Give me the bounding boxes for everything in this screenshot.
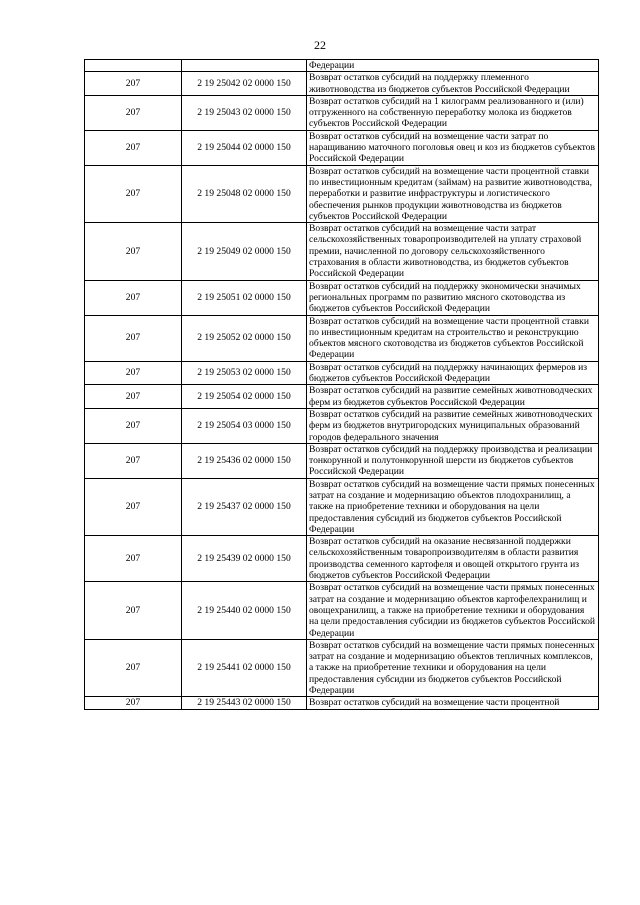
description-cell: Возврат остатков субсидий на возмещение части затрат сельскохозяйственных товаропроизводителей на уплату страховой премии, начисленной по договору сельскохозяйственного страхования в области животноводства, из бюджетов субъектов Российской Федерации [307, 223, 599, 280]
description-cell: Возврат остатков субсидий на поддержку экономически значимых региональных программ по развитию мясного скотоводства из бюджетов субъектов Российской Федерации [307, 280, 599, 315]
table-row [85, 536, 599, 582]
table-row [85, 280, 599, 315]
description-cell: Возврат остатков субсидий на возмещение части прямых понесенных затрат на создание и модернизацию объектов плодохранилищ, а также на приобретение техники и оборудования на цели предоставления субсидий из бюджетов субъектов Российской Федерации [307, 478, 599, 535]
admin-code-cell: 207 [85, 639, 182, 696]
table-row [85, 60, 599, 72]
budget-code-cell: 2 19 25052 02 0000 150 [182, 315, 307, 361]
budget-code-cell: 2 19 25437 02 0000 150 [182, 478, 307, 535]
description-cell: Возврат остатков субсидий на оказание несвязанной поддержки сельскохозяйственным товаропроизводителям в области развития производства семенного картофеля и овощей открытого грунта из бюджетов субъектов Российской Федерации [307, 536, 599, 582]
description-cell: Возврат остатков субсидий на развитие семейных животноводческих ферм из бюджетов субъектов Российской Федерации [307, 385, 599, 409]
table-row [85, 639, 599, 696]
admin-code-cell: 207 [85, 536, 182, 582]
description-cell: Возврат остатков субсидий на развитие семейных животноводческих ферм из бюджетов внутригородских муниципальных образований городов федерального значения [307, 408, 599, 443]
description-cell: Возврат остатков субсидий на 1 килограмм реализованного и (или) отгруженного на собственную переработку молока из бюджетов субъектов Российской Федерации [307, 95, 599, 130]
table-row [85, 361, 599, 385]
admin-code-cell: 207 [85, 478, 182, 535]
table-row [85, 582, 599, 639]
admin-code-cell: 207 [85, 582, 182, 639]
table-row [85, 130, 599, 165]
admin-code-cell: 207 [85, 165, 182, 222]
table-body [85, 60, 599, 710]
admin-code-cell: 207 [85, 385, 182, 409]
budget-code-cell: 2 19 25441 02 0000 150 [182, 639, 307, 696]
description-cell: Федерации [307, 60, 599, 72]
description-cell: Возврат остатков субсидий на возмещение части процентной ставки по инвестиционным кредитам (займам) на развитие животноводства, переработки и развитие инфраструктуры и логистического обеспечения рынков продукции животноводства из бюджетов субъектов Российской Федерации [307, 165, 599, 222]
budget-code-cell: 2 19 25054 02 0000 150 [182, 385, 307, 409]
admin-code-cell: 207 [85, 315, 182, 361]
admin-code-cell: 207 [85, 408, 182, 443]
description-cell: Возврат остатков субсидий на возмещение части процентной [307, 697, 599, 709]
admin-code-cell: 207 [85, 95, 182, 130]
budget-code-cell: 2 19 25042 02 0000 150 [182, 72, 307, 96]
description-cell: Возврат остатков субсидий на поддержку производства и реализации тонкорунной и полутонкорунной шерсти из бюджетов субъектов Российской Федерации [307, 443, 599, 478]
budget-code-cell: 2 19 25049 02 0000 150 [182, 223, 307, 280]
description-cell: Возврат остатков субсидий на возмещение части затрат по наращиванию маточного поголовья овец и коз из бюджетов субъектов Российской Федерации [307, 130, 599, 165]
table-row [85, 95, 599, 130]
table-row [85, 165, 599, 222]
budget-code-cell: 2 19 25443 02 0000 150 [182, 697, 307, 709]
description-cell: Возврат остатков субсидий на поддержку племенного животноводства из бюджетов субъектов Российской Федерации [307, 72, 599, 96]
admin-code-cell [85, 60, 182, 72]
table-row [85, 478, 599, 535]
budget-code-cell [182, 60, 307, 72]
budget-code-cell: 2 19 25054 03 0000 150 [182, 408, 307, 443]
budget-classification-table [84, 59, 599, 710]
description-cell: Возврат остатков субсидий на поддержку начинающих фермеров из бюджетов субъектов Российской Федерации [307, 361, 599, 385]
budget-code-cell: 2 19 25436 02 0000 150 [182, 443, 307, 478]
table-row [85, 443, 599, 478]
admin-code-cell: 207 [85, 130, 182, 165]
table-row [85, 223, 599, 280]
admin-code-cell: 207 [85, 223, 182, 280]
admin-code-cell: 207 [85, 443, 182, 478]
description-cell: Возврат остатков субсидий на возмещение части процентной ставки по инвестиционным кредитам на строительство и реконструкцию объектов мясного скотоводства из бюджетов субъектов Российской Федерации [307, 315, 599, 361]
budget-code-cell: 2 19 25044 02 0000 150 [182, 130, 307, 165]
budget-code-cell: 2 19 25051 02 0000 150 [182, 280, 307, 315]
description-cell: Возврат остатков субсидий на возмещение части прямых понесенных затрат на создание и модернизацию объектов картофелехранилищ и овощехранилищ, а также на приобретение техники и оборудования на цели предоставления субсидии из бюджетов субъектов Российской Федерации [307, 582, 599, 639]
table-row [85, 385, 599, 409]
budget-code-cell: 2 19 25439 02 0000 150 [182, 536, 307, 582]
budget-code-cell: 2 19 25043 02 0000 150 [182, 95, 307, 130]
budget-code-cell: 2 19 25053 02 0000 150 [182, 361, 307, 385]
table-row [85, 697, 599, 709]
page-number: 22 [314, 38, 326, 52]
budget-code-cell: 2 19 25440 02 0000 150 [182, 582, 307, 639]
admin-code-cell: 207 [85, 280, 182, 315]
table-row [85, 72, 599, 96]
description-cell: Возврат остатков субсидий на возмещение части прямых понесенных затрат на создание и модернизацию объектов тепличных комплексов, а также на приобретение техники и оборудования на цели предоставления субсидии из бюджетов субъектов Российской Федерации [307, 639, 599, 696]
table-row [85, 408, 599, 443]
table-row [85, 315, 599, 361]
admin-code-cell: 207 [85, 361, 182, 385]
budget-code-cell: 2 19 25048 02 0000 150 [182, 165, 307, 222]
admin-code-cell: 207 [85, 697, 182, 709]
admin-code-cell: 207 [85, 72, 182, 96]
